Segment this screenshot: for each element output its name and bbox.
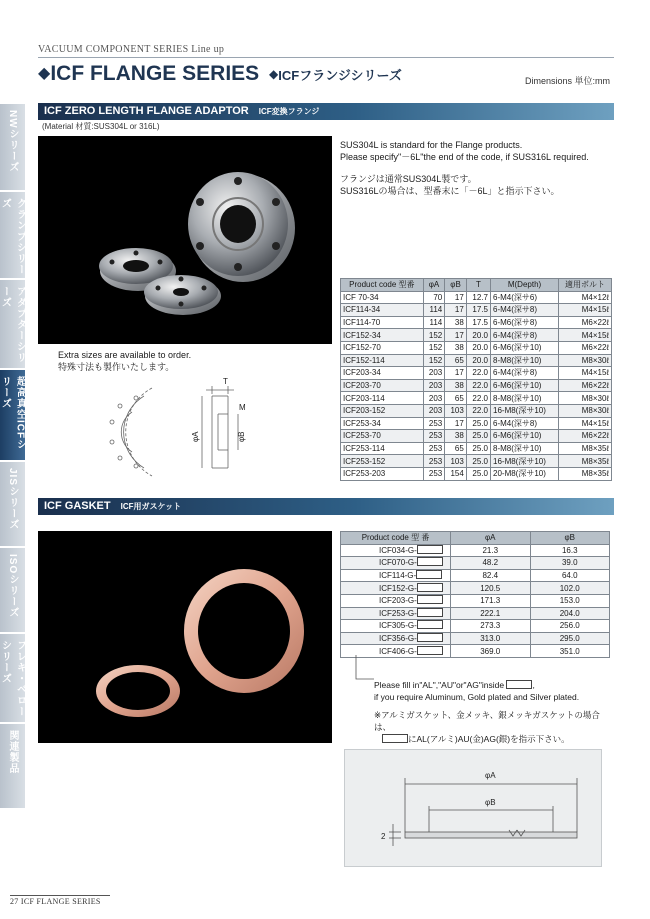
side-tab-related[interactable] bbox=[0, 724, 25, 810]
cell-product-code: ICF203-70 bbox=[341, 379, 424, 392]
cell-bolt: M8×30ℓ bbox=[559, 404, 612, 417]
cell-bolt: M6×22ℓ bbox=[559, 379, 612, 392]
product-code-text: ICF034-G- bbox=[379, 545, 417, 555]
table-row bbox=[341, 430, 612, 443]
cell-phi-b: 64.0 bbox=[530, 569, 610, 582]
cell-m-depth: 6-M4(深サ8) bbox=[491, 329, 559, 342]
label-phi-a: φA bbox=[485, 771, 496, 780]
cell-phi-a: 203 bbox=[423, 379, 445, 392]
cell-m-depth: 6-M4(深サ8) bbox=[491, 304, 559, 317]
adaptor-title: ICF ZERO LENGTH FLANGE ADAPTOR bbox=[44, 105, 249, 117]
cell-phi-b: 17 bbox=[445, 417, 467, 430]
cell-t: 25.0 bbox=[466, 417, 490, 430]
cell-phi-a: 152 bbox=[423, 329, 445, 342]
table-row bbox=[341, 645, 610, 658]
cell-m-depth: 6-M6(深サ10) bbox=[491, 430, 559, 443]
cell-phi-a: 253 bbox=[423, 455, 445, 468]
cell-t: 25.0 bbox=[466, 442, 490, 455]
cell-t: 25.0 bbox=[466, 430, 490, 443]
cell-t: 12.7 bbox=[466, 291, 490, 304]
adaptor-section-bar bbox=[38, 103, 614, 120]
fill-box bbox=[417, 545, 443, 554]
side-tab-icf[interactable] bbox=[0, 370, 25, 462]
col-bolt: 適用ボルト bbox=[559, 279, 612, 292]
cell-bolt: M4×15ℓ bbox=[559, 417, 612, 430]
cell-phi-a: 222.1 bbox=[451, 607, 531, 620]
cell-phi-b: 17 bbox=[445, 329, 467, 342]
cell-product-code: ICF152-34 bbox=[341, 329, 424, 342]
cell-phi-b: 103 bbox=[445, 455, 467, 468]
table-row bbox=[341, 632, 610, 645]
cell-product-code: ICF152-114 bbox=[341, 354, 424, 367]
cell-product-code bbox=[341, 632, 451, 645]
cell-phi-a: 273.3 bbox=[451, 620, 531, 633]
cell-bolt: M8×35ℓ bbox=[559, 442, 612, 455]
cell-phi-a: 203 bbox=[423, 392, 445, 405]
side-tab-flex[interactable] bbox=[0, 634, 25, 724]
side-tab-label: 超高真空ICFシリーズ bbox=[0, 376, 26, 451]
col-product-code: Product code 型番 bbox=[341, 279, 424, 292]
cell-t: 20.0 bbox=[466, 354, 490, 367]
cell-phi-b: 295.0 bbox=[530, 632, 610, 645]
col-product-code: Product code 型 番 bbox=[341, 532, 451, 545]
cell-phi-b: 256.0 bbox=[530, 620, 610, 633]
cell-product-code: ICF114-70 bbox=[341, 316, 424, 329]
table-row bbox=[341, 582, 610, 595]
cell-phi-a: 253 bbox=[423, 417, 445, 430]
cell-phi-a: 171.3 bbox=[451, 594, 531, 607]
cell-m-depth: 6-M4(深サ8) bbox=[491, 367, 559, 380]
cell-phi-a: 152 bbox=[423, 354, 445, 367]
col-m-depth: M(Depth) bbox=[491, 279, 559, 292]
gasket-photo bbox=[38, 531, 332, 743]
note-en-1: SUS304L is standard for the Flange products. bbox=[340, 140, 523, 150]
cell-phi-b: 39.0 bbox=[530, 557, 610, 570]
cell-t: 20.0 bbox=[466, 341, 490, 354]
cell-phi-a: 253 bbox=[423, 430, 445, 443]
fill-jp-1: ※アルミガスケット、金メッキ、銀メッキガスケットの場合は、 bbox=[374, 710, 600, 732]
cell-m-depth: 20-M8(深サ10) bbox=[491, 467, 559, 480]
side-tab-label: JISシリーズ bbox=[7, 468, 18, 531]
cell-phi-b: 204.0 bbox=[530, 607, 610, 620]
cell-m-depth: 6-M4(深サ6) bbox=[491, 291, 559, 304]
table-row bbox=[341, 404, 612, 417]
gasket-drawing bbox=[344, 749, 602, 867]
cell-m-depth: 6-M6(深サ10) bbox=[491, 379, 559, 392]
extra-en: Extra sizes are available to order. bbox=[58, 350, 192, 360]
table-row bbox=[341, 354, 612, 367]
diamond-icon: ◆ bbox=[269, 67, 279, 81]
cell-phi-a: 253 bbox=[423, 442, 445, 455]
cell-t: 22.0 bbox=[466, 404, 490, 417]
cell-phi-a: 369.0 bbox=[451, 645, 531, 658]
page-title bbox=[38, 62, 402, 86]
label-phi-b: φB bbox=[237, 431, 246, 442]
table-row bbox=[341, 291, 612, 304]
product-code-text: ICF203-G- bbox=[379, 596, 417, 606]
col-phi-b: φB bbox=[445, 279, 467, 292]
side-tab-adapter[interactable] bbox=[0, 280, 25, 370]
cell-product-code: ICF203-114 bbox=[341, 392, 424, 405]
cell-t: 17.5 bbox=[466, 316, 490, 329]
col-phi-a: φA bbox=[423, 279, 445, 292]
table-row bbox=[341, 607, 610, 620]
cell-bolt: M4×15ℓ bbox=[559, 329, 612, 342]
cell-t: 17.5 bbox=[466, 304, 490, 317]
cell-phi-a: 114 bbox=[423, 316, 445, 329]
cell-product-code bbox=[341, 582, 451, 595]
fill-box bbox=[417, 557, 443, 566]
adaptor-title-jp: ICF変換フランジ bbox=[258, 107, 320, 116]
side-tab-iso[interactable] bbox=[0, 548, 25, 634]
cell-bolt: M4×15ℓ bbox=[559, 367, 612, 380]
cell-product-code: ICF253-152 bbox=[341, 455, 424, 468]
cell-t: 22.0 bbox=[466, 379, 490, 392]
cell-phi-b: 38 bbox=[445, 379, 467, 392]
fill-en-1: Please fill in"AL","AU"or"AG"inside bbox=[374, 680, 505, 690]
fill-jp-2: にAL(アルミ)AU(金)AG(銀)を指示下さい。 bbox=[408, 734, 570, 744]
cell-m-depth: 6-M4(深サ8) bbox=[491, 417, 559, 430]
cell-bolt: M4×12ℓ bbox=[559, 291, 612, 304]
cell-product-code: ICF253-114 bbox=[341, 442, 424, 455]
table-row bbox=[341, 304, 612, 317]
product-code-text: ICF356-G- bbox=[379, 634, 417, 644]
extra-jp: 特殊寸法も製作いたします。 bbox=[58, 362, 175, 372]
cell-product-code: ICF203-34 bbox=[341, 367, 424, 380]
cell-phi-a: 70 bbox=[423, 291, 445, 304]
fill-box bbox=[382, 734, 408, 743]
cell-t: 20.0 bbox=[466, 329, 490, 342]
adaptor-drawing bbox=[92, 376, 262, 484]
cell-t: 25.0 bbox=[466, 467, 490, 480]
cell-phi-b: 65 bbox=[445, 354, 467, 367]
product-code-text: ICF253-G- bbox=[379, 608, 417, 618]
table-row bbox=[341, 341, 612, 354]
side-tab-clamp[interactable] bbox=[0, 192, 25, 280]
cell-bolt: M8×35ℓ bbox=[559, 455, 612, 468]
series-line: VACUUM COMPONENT SERIES Line up bbox=[38, 44, 225, 55]
product-code-text: ICF114-G- bbox=[379, 571, 417, 581]
table-row bbox=[341, 367, 612, 380]
label-m: M bbox=[239, 403, 246, 412]
cell-product-code bbox=[341, 607, 451, 620]
dimensions-unit: Dimensions 単位:mm bbox=[524, 76, 610, 86]
gasket-title-jp: ICF用ガスケット bbox=[120, 502, 182, 511]
adaptor-note bbox=[340, 139, 612, 197]
fill-box bbox=[417, 633, 443, 642]
label-t: T bbox=[223, 377, 228, 386]
cell-product-code bbox=[341, 569, 451, 582]
cell-m-depth: 6-M6(深サ10) bbox=[491, 341, 559, 354]
side-tab-label: 関連製品 bbox=[7, 730, 18, 774]
cell-product-code: ICF253-203 bbox=[341, 467, 424, 480]
fill-box bbox=[417, 646, 443, 655]
table-row bbox=[341, 392, 612, 405]
table-header-row bbox=[341, 279, 612, 292]
fill-box bbox=[417, 620, 443, 629]
diamond-icon: ◆ bbox=[38, 65, 51, 82]
note-jp-2: SUS316Lの場合は、型番末に「－6L」と指示下さい。 bbox=[340, 186, 560, 196]
cell-phi-b: 154 bbox=[445, 467, 467, 480]
cell-phi-a: 313.0 bbox=[451, 632, 531, 645]
cell-bolt: M8×30ℓ bbox=[559, 392, 612, 405]
cell-product-code bbox=[341, 620, 451, 633]
fill-box bbox=[506, 680, 535, 690]
table-row bbox=[341, 442, 612, 455]
cell-phi-b: 38 bbox=[445, 430, 467, 443]
side-tab-label: フレキ・ベローシリーズ bbox=[0, 640, 26, 717]
table-row bbox=[341, 329, 612, 342]
cell-m-depth: 16-M8(深サ10) bbox=[491, 404, 559, 417]
cell-phi-a: 203 bbox=[423, 404, 445, 417]
cell-product-code: ICF152-70 bbox=[341, 341, 424, 354]
cell-t: 22.0 bbox=[466, 367, 490, 380]
table-row bbox=[341, 594, 610, 607]
product-code-text: ICF070-G- bbox=[379, 558, 417, 568]
cell-product-code bbox=[341, 594, 451, 607]
cell-phi-b: 65 bbox=[445, 392, 467, 405]
cell-m-depth: 16-M8(深サ10) bbox=[491, 455, 559, 468]
table-row bbox=[341, 379, 612, 392]
cell-phi-a: 152 bbox=[423, 341, 445, 354]
footer-text: 27 ICF FLANGE SERIES bbox=[10, 897, 101, 906]
table-row bbox=[341, 417, 612, 430]
cell-phi-b: 102.0 bbox=[530, 582, 610, 595]
cell-phi-a: 82.4 bbox=[451, 569, 531, 582]
cell-bolt: M8×30ℓ bbox=[559, 354, 612, 367]
table-row bbox=[341, 544, 610, 557]
material-note: (Material 材質:SUS304L or 316L) bbox=[42, 122, 160, 131]
cell-bolt: M6×22ℓ bbox=[559, 316, 612, 329]
cell-phi-b: 65 bbox=[445, 442, 467, 455]
col-phi-a: φA bbox=[451, 532, 531, 545]
cell-m-depth: 8-M8(深サ10) bbox=[491, 442, 559, 455]
side-tab-label: クランプシリーズ bbox=[0, 198, 26, 275]
label-phi-a: φA bbox=[191, 431, 200, 442]
product-code-text: ICF305-G- bbox=[379, 621, 417, 631]
cell-bolt: M6×22ℓ bbox=[559, 430, 612, 443]
page-title-text: ICF FLANGE SERIES bbox=[50, 62, 260, 85]
cell-phi-b: 153.0 bbox=[530, 594, 610, 607]
cell-product-code: ICF 70-34 bbox=[341, 291, 424, 304]
table-row bbox=[341, 467, 612, 480]
cell-m-depth: 8-M8(深サ10) bbox=[491, 354, 559, 367]
cell-phi-b: 17 bbox=[445, 304, 467, 317]
table-row bbox=[341, 569, 610, 582]
cell-phi-a: 114 bbox=[423, 304, 445, 317]
extra-sizes-note bbox=[58, 349, 318, 373]
cell-product-code: ICF203-152 bbox=[341, 404, 424, 417]
col-phi-b: φB bbox=[530, 532, 610, 545]
cell-m-depth: 6-M6(深サ8) bbox=[491, 316, 559, 329]
side-tab-nw[interactable] bbox=[0, 104, 25, 192]
page-title-jp: ICFフランジシリーズ bbox=[278, 68, 402, 83]
side-tab-jis[interactable] bbox=[0, 462, 25, 548]
cell-product-code: ICF114-34 bbox=[341, 304, 424, 317]
label-phi-b: φB bbox=[485, 798, 496, 807]
cell-phi-b: 17 bbox=[445, 367, 467, 380]
table-row bbox=[341, 455, 612, 468]
cell-phi-a: 48.2 bbox=[451, 557, 531, 570]
cell-product-code: ICF253-70 bbox=[341, 430, 424, 443]
cell-phi-b: 38 bbox=[445, 341, 467, 354]
adaptor-photo bbox=[38, 136, 332, 344]
cell-t: 22.0 bbox=[466, 392, 490, 405]
fill-box bbox=[416, 570, 442, 579]
label-thickness: 2 bbox=[381, 832, 386, 841]
cell-bolt: M6×22ℓ bbox=[559, 341, 612, 354]
col-t: T bbox=[466, 279, 490, 292]
cell-phi-a: 21.3 bbox=[451, 544, 531, 557]
cell-t: 25.0 bbox=[466, 455, 490, 468]
header-rule bbox=[38, 57, 614, 58]
footer-rule bbox=[10, 895, 110, 896]
side-tab-label: アダプターシリーズ bbox=[0, 286, 26, 363]
fill-box bbox=[417, 583, 443, 592]
side-tab-label: NWシリーズ bbox=[7, 110, 18, 173]
cell-phi-a: 120.5 bbox=[451, 582, 531, 595]
gasket-fill-note bbox=[374, 679, 614, 745]
fill-en-2: if you require Aluminum, Gold plated and Silver plated. bbox=[374, 692, 580, 702]
product-code-text: ICF152-G- bbox=[379, 583, 417, 593]
cell-bolt: M8×35ℓ bbox=[559, 467, 612, 480]
side-tab-label: ISOシリーズ bbox=[7, 554, 18, 619]
table-row bbox=[341, 316, 612, 329]
fill-box bbox=[417, 608, 443, 617]
cell-product-code bbox=[341, 544, 451, 557]
cell-product-code: ICF253-34 bbox=[341, 417, 424, 430]
cell-phi-b: 38 bbox=[445, 316, 467, 329]
cell-phi-b: 351.0 bbox=[530, 645, 610, 658]
cell-phi-b: 103 bbox=[445, 404, 467, 417]
table-header-row bbox=[341, 532, 610, 545]
table-row bbox=[341, 557, 610, 570]
gasket-section-bar bbox=[38, 498, 614, 515]
cell-phi-a: 203 bbox=[423, 367, 445, 380]
gasket-title: ICF GASKET bbox=[44, 500, 111, 512]
product-code-text: ICF406-G- bbox=[379, 646, 417, 656]
cell-bolt: M4×15ℓ bbox=[559, 304, 612, 317]
cell-product-code bbox=[341, 557, 451, 570]
cell-phi-a: 253 bbox=[423, 467, 445, 480]
note-jp-1: フランジは通常SUS304L製です。 bbox=[340, 174, 477, 184]
adaptor-spec-table bbox=[340, 278, 612, 481]
fill-box bbox=[417, 595, 443, 604]
table-row bbox=[341, 620, 610, 633]
fill-en-1b: , bbox=[532, 680, 535, 690]
cell-phi-b: 17 bbox=[445, 291, 467, 304]
note-en-2: Please specify"－6L"the end of the code, if SUS316L required. bbox=[340, 152, 589, 162]
gasket-spec-table bbox=[340, 531, 610, 658]
cell-phi-b: 16.3 bbox=[530, 544, 610, 557]
cell-m-depth: 8-M8(深サ10) bbox=[491, 392, 559, 405]
